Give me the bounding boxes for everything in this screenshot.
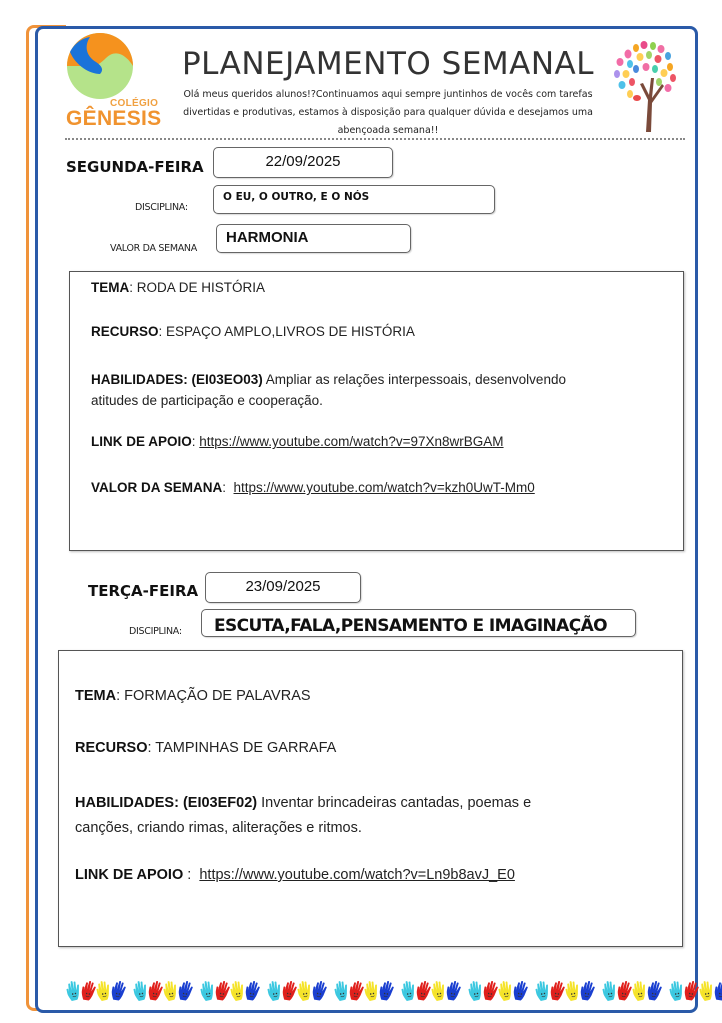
hand-icon <box>379 980 394 1002</box>
hand-icon <box>714 980 722 1002</box>
hand-icon <box>133 980 148 1002</box>
habilidades-text-2: canções, criando rimas, aliterações e ritmos. <box>75 820 362 836</box>
hand-group <box>468 980 528 1004</box>
recurso-row <box>91 324 415 339</box>
genesis-logo-icon <box>62 30 162 100</box>
valor-label-monday: VALOR DA SEMANA <box>110 243 197 254</box>
hand-icon <box>446 980 461 1002</box>
habilidades-text-2: atitudes de participação e cooperação. <box>91 393 323 408</box>
hand-icon <box>334 980 349 1002</box>
hand-icon <box>632 980 647 1002</box>
disciplina-label-monday: DISCIPLINA: <box>135 202 188 213</box>
hand-icon <box>245 980 260 1002</box>
hand-group <box>267 980 327 1004</box>
greeting-line-2: divertidas e produtivas, estamos à disposição para qualquer dúvida e desejamos uma <box>183 107 593 118</box>
school-logo <box>62 30 162 130</box>
greeting-line-1: Olá meus queridos alunos!?Continuamos aqui sempre juntinhos de vocês com tarefas <box>183 89 593 100</box>
tema-row <box>75 688 311 704</box>
greeting-line-3: abençoada semana!! <box>337 125 439 136</box>
hand-icon <box>200 980 215 1002</box>
hand-icon <box>96 980 111 1002</box>
disciplina-field-tuesday[interactable] <box>201 609 636 637</box>
content-box-monday <box>69 271 684 551</box>
hand-icon <box>550 980 565 1002</box>
hand-icon <box>163 980 178 1002</box>
tema-label: TEMA <box>75 688 117 704</box>
content-box-tuesday <box>58 650 683 947</box>
date-field-tuesday[interactable] <box>205 572 361 603</box>
habilidades-text-1: Inventar brincadeiras cantadas, poemas e <box>257 795 532 811</box>
hand-icon <box>364 980 379 1002</box>
hand-icon <box>483 980 498 1002</box>
hand-icon <box>282 980 297 1002</box>
hand-icon <box>312 980 327 1002</box>
recurso-value: : ESPAÇO AMPLO,LIVROS DE HISTÓRIA <box>158 324 415 339</box>
habilidades-label: HABILIDADES: (EI03EO03) <box>91 372 263 387</box>
hand-icon <box>215 980 230 1002</box>
hand-group <box>133 980 193 1004</box>
tema-value: : RODA DE HISTÓRIA <box>129 280 266 295</box>
hand-icon <box>267 980 282 1002</box>
hand-icon <box>349 980 364 1002</box>
hand-icon <box>401 980 416 1002</box>
habilidades-row <box>91 369 566 411</box>
hand-icon <box>647 980 662 1002</box>
tema-value: : FORMAÇÃO DE PALAVRAS <box>116 688 311 704</box>
valor-link[interactable]: https://www.youtube.com/watch?v=kzh0UwT-Mm0 <box>233 480 535 495</box>
hand-group <box>535 980 595 1004</box>
hand-icon <box>148 980 163 1002</box>
disciplina-field-monday[interactable] <box>213 185 495 214</box>
recurso-label: RECURSO <box>91 324 159 339</box>
hand-icon <box>416 980 431 1002</box>
hand-icon <box>230 980 245 1002</box>
hand-group <box>602 980 662 1004</box>
disciplina-value: ESCUTA,FALA,PENSAMENTO E IMAGINAÇÃO <box>214 616 608 636</box>
colorful-tree-icon <box>610 40 680 135</box>
hand-group <box>669 980 722 1004</box>
hand-icon <box>513 980 528 1002</box>
hand-icon <box>580 980 595 1002</box>
hand-group <box>334 980 394 1004</box>
support-link[interactable]: https://www.youtube.com/watch?v=Ln9b8avJ_E0 <box>199 867 515 883</box>
hand-icon <box>498 980 513 1002</box>
hand-group <box>200 980 260 1004</box>
page-title: PLANEJAMENTO SEMANAL <box>181 46 595 82</box>
hand-icon <box>431 980 446 1002</box>
hand-icon <box>602 980 617 1002</box>
date-value: 23/09/2025 <box>245 578 321 595</box>
disciplina-label-tuesday: DISCIPLINA: <box>129 626 182 637</box>
hand-icon <box>178 980 193 1002</box>
hand-icon <box>565 980 580 1002</box>
hand-icon <box>111 980 126 1002</box>
school-label-small: COLÉGIO <box>110 98 159 109</box>
hand-icon <box>297 980 312 1002</box>
hand-icon <box>81 980 96 1002</box>
recurso-value: : TAMPINHAS DE GARRAFA <box>147 740 337 756</box>
hand-icon <box>699 980 714 1002</box>
date-field-monday[interactable] <box>213 147 393 178</box>
hands-border <box>66 980 666 1004</box>
valor-link-row: VALOR DA SEMANA: https://www.youtube.com/watch?v=kzh0UwT-Mm0 <box>91 480 535 495</box>
hand-icon <box>535 980 550 1002</box>
date-value: 22/09/2025 <box>265 153 341 170</box>
valor-value: HARMONIA <box>226 229 309 246</box>
valor-link-label: VALOR DA SEMANA <box>91 480 223 495</box>
valor-field-monday[interactable] <box>216 224 411 253</box>
school-name: GÊNESIS <box>66 107 162 130</box>
habilidades-text-1: Ampliar as relações interpessoais, desenvolvendo <box>262 372 566 387</box>
day-label-monday: SEGUNDA-FEIRA <box>66 158 204 176</box>
hand-icon <box>468 980 483 1002</box>
day-label-tuesday: TERÇA-FEIRA <box>88 582 199 600</box>
tema-label: TEMA <box>91 280 130 295</box>
hand-icon <box>684 980 699 1002</box>
hand-group <box>66 980 126 1004</box>
link-label: LINK DE APOIO <box>91 434 192 449</box>
disciplina-value: O EU, O OUTRO, E O NÓS <box>223 191 370 203</box>
hand-group <box>401 980 461 1004</box>
support-link[interactable]: https://www.youtube.com/watch?v=97Xn8wrBGAM <box>199 434 504 449</box>
hand-icon <box>669 980 684 1002</box>
recurso-row <box>75 740 336 756</box>
recurso-label: RECURSO <box>75 740 148 756</box>
greeting-text <box>172 86 604 140</box>
header-divider <box>65 138 685 140</box>
habilidades-row <box>75 791 531 841</box>
hand-icon <box>617 980 632 1002</box>
link-label: LINK DE APOIO <box>75 867 184 883</box>
tema-row <box>91 280 265 295</box>
link-row: LINK DE APOIO: https://www.youtube.com/watch?v=97Xn8wrBGAM <box>91 434 504 449</box>
hand-icon <box>66 980 81 1002</box>
link-row: LINK DE APOIO : https://www.youtube.com/watch?v=Ln9b8avJ_E0 <box>75 867 515 883</box>
habilidades-label: HABILIDADES: (EI03EF02) <box>75 795 258 811</box>
